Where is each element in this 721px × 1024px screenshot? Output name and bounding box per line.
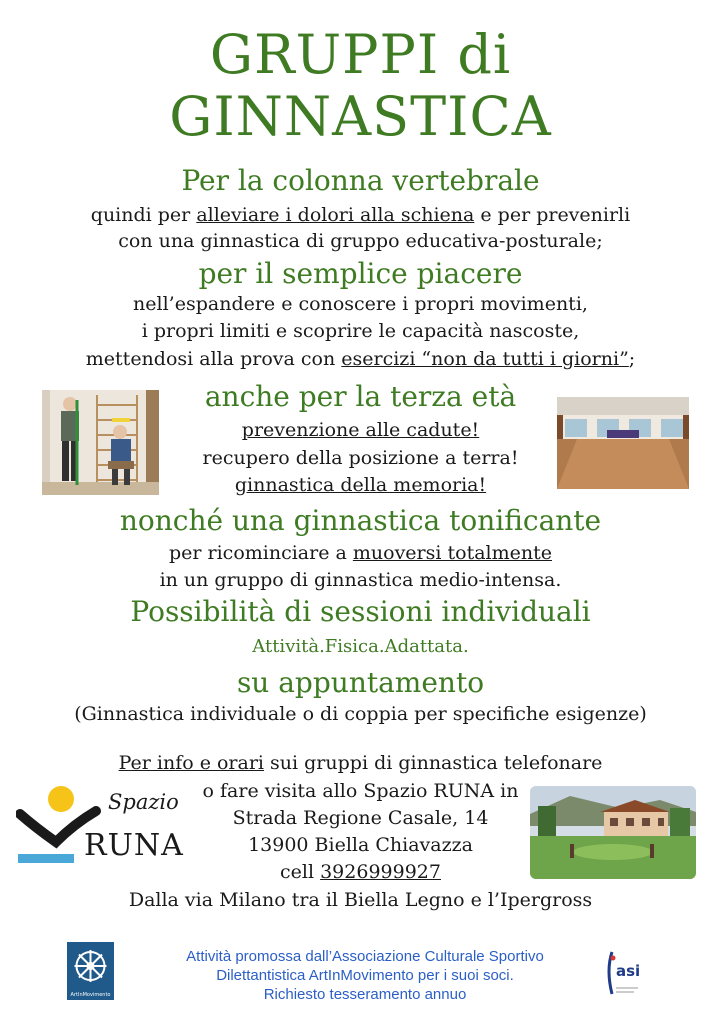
footer-line-3: Richiesto tesseramento annuo [263, 986, 467, 1003]
heading-appuntamento: su appuntamento [236, 666, 485, 699]
contact-directions: Dalla via Milano tra il Biella Legno e l’Ipergross [128, 889, 593, 911]
asi-label: asi [616, 962, 641, 980]
gym-photo-elderly [42, 390, 159, 495]
artinmovimento-logo [67, 942, 114, 1000]
text-line: quindi per alleviare i dolori alla schiena e per prevenirli [90, 204, 631, 226]
text-line: nell’espandere e conoscere i propri movimenti, [133, 293, 588, 315]
text-line: con una ginnastica di gruppo educativa-posturale; [118, 230, 603, 252]
heading-colonna: Per la colonna vertebrale [181, 164, 540, 197]
footer-line-1: Attività promossa dall’Associazione Culturale Sportivo [186, 948, 544, 965]
artinmovimento-wheel-icon [67, 942, 114, 990]
heading-sessioni-individuali: Possibilità di sessioni individuali [130, 595, 591, 628]
logo-runa-text: RUNA [84, 828, 184, 863]
text-line: (Ginnastica individuale o di coppia per specifiche esigenze) [74, 703, 647, 725]
text-line: prevenzione alle cadute! [241, 419, 480, 441]
underlined-text: muoversi totalmente [352, 542, 552, 564]
contact-line: Per info e orari sui gruppi di ginnastica telefonare [118, 752, 603, 774]
contact-line: o fare visita allo Spazio RUNA in [202, 780, 519, 802]
afa-subheading: Attività.Fisica.Adattata. [252, 636, 469, 657]
title-line-2: GINNASTICA [169, 85, 552, 148]
artinmovimento-label: ArtInMovimento [67, 990, 114, 1000]
heading-tonificante: nonché una ginnastica tonificante [119, 504, 602, 537]
text-line: mettendosi alla prova con esercizi “non da tutti i giorni”; [85, 348, 636, 370]
phone-number: 3926999927 [320, 861, 441, 883]
asi-logo [604, 948, 644, 998]
text-line: i propri limiti e scoprire le capacità nascoste, [141, 320, 580, 342]
text-line: per ricominciare a muoversi totalmente [168, 542, 552, 564]
contact-phone-line: cell 3926999927 [280, 861, 441, 883]
spazio-runa-building-photo [530, 786, 696, 879]
contact-address: Strada Regione Casale, 14 [232, 807, 489, 829]
logo-spazio-text: Spazio [108, 790, 179, 814]
spazio-runa-logo [16, 776, 196, 868]
heading-terza-eta: anche per la terza età [204, 380, 517, 413]
heading-piacere: per il semplice piacere [198, 257, 523, 290]
text-line: in un gruppo di ginnastica medio-intensa. [159, 569, 562, 591]
contact-city: 13900 Biella Chiavazza [248, 834, 473, 856]
title-line-1: GRUPPI di [209, 23, 512, 86]
underlined-text: alleviare i dolori alla schiena [196, 204, 475, 226]
gym-hall-photo [557, 397, 689, 489]
footer-text [130, 947, 600, 1004]
underlined-text: esercizi “non da tutti i giorni” [341, 348, 629, 370]
text-line: recupero della posizione a terra! [202, 447, 519, 469]
text-line: ginnastica della memoria! [234, 474, 487, 496]
underlined-text: Per info e orari [118, 752, 264, 774]
footer-line-2: Dilettantistica ArtInMovimento per i suoi soci. [216, 967, 514, 984]
